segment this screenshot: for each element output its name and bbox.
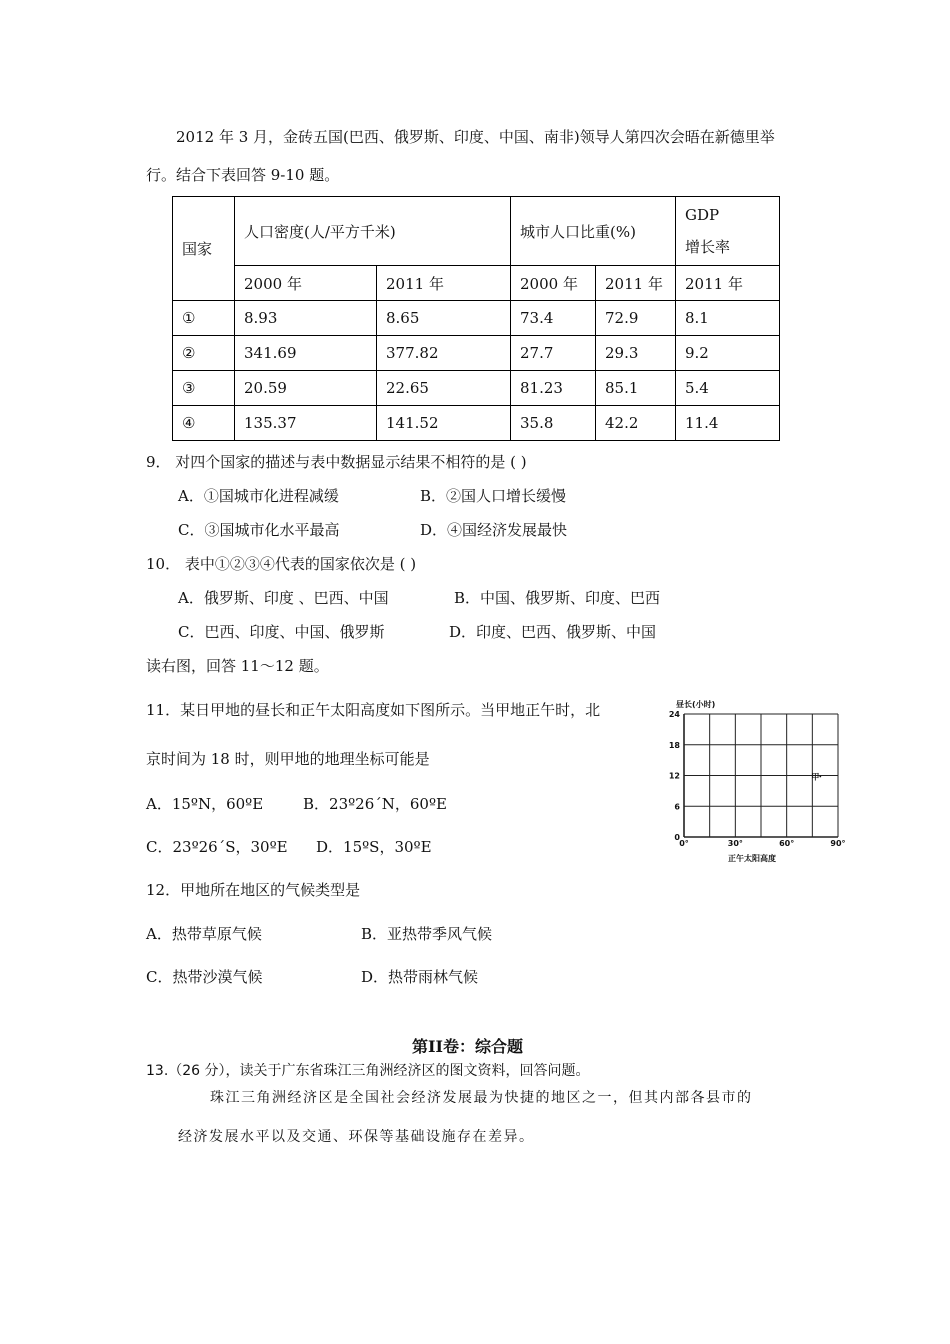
section-2-title: 第II卷：综合题 xyxy=(412,1037,523,1056)
cell-country: ① xyxy=(173,301,235,336)
chart-points xyxy=(811,773,821,782)
cell-density-2011: 141.52 xyxy=(377,406,511,441)
data-table xyxy=(172,196,780,441)
cell-urban-2000: 73.4 xyxy=(511,301,596,336)
cell-country: ③ xyxy=(173,371,235,406)
q13-stem: 13.（26 分），读关于广东省珠江三角洲经济区的图文资料，回答问题。 xyxy=(146,1063,590,1079)
chart-y-tick-label: 24 xyxy=(668,710,680,719)
cell-urban-2011: 72.9 xyxy=(596,301,676,336)
cell-country: ④ xyxy=(173,406,235,441)
table-row xyxy=(173,406,780,441)
chart-x-ticks xyxy=(679,839,845,848)
q10-option-a: A．俄罗斯、印度 、巴西、中国 xyxy=(178,589,389,607)
q10-option-b: B．中国、俄罗斯、印度、巴西 xyxy=(454,589,661,607)
chart-y-tick-label: 18 xyxy=(668,740,680,750)
q12-option-d: D．热带雨林气候 xyxy=(361,968,479,986)
table-row xyxy=(173,371,780,406)
q10-stem: 10． 表中①②③④代表的国家依次是 ( ) xyxy=(146,555,417,573)
cell-gdp-2011: 8.1 xyxy=(676,301,780,336)
cell-density-2000: 20.59 xyxy=(235,371,377,406)
chart-x-tick-label: 90° xyxy=(830,839,846,848)
chart-xlabel: 正午太阳高度 xyxy=(728,854,776,863)
cell-density-2011: 22.65 xyxy=(377,371,511,406)
read-right-instruction: 读右图，回答 11～12 题。 xyxy=(146,657,329,675)
cell-gdp-2011: 9.2 xyxy=(676,336,780,371)
year-urban-2000: 2000 年 xyxy=(511,266,596,301)
header-country: 国家 xyxy=(173,197,235,301)
table-row xyxy=(173,336,780,371)
cell-country: ② xyxy=(173,336,235,371)
q12-option-a: A．热带草原气候 xyxy=(146,925,262,943)
chart-ylabel: 昼长(小时) xyxy=(676,700,716,709)
header-gdp xyxy=(676,197,780,266)
cell-density-2000: 135.37 xyxy=(235,406,377,441)
cell-urban-2011: 85.1 xyxy=(596,371,676,406)
year-urban-2011: 2011 年 xyxy=(596,266,676,301)
chart-point-label: 甲 xyxy=(811,772,820,782)
q9-stem: 9． 对四个国家的描述与表中数据显示结果不相符的是 ( ) xyxy=(146,453,527,471)
header-urban: 城市人口比重(%) xyxy=(511,197,676,266)
cell-density-2011: 377.82 xyxy=(377,336,511,371)
q10-option-c: C．巴西、印度、中国、俄罗斯 xyxy=(178,623,385,641)
intro-line-2: 行。结合下表回答 9-10 题。 xyxy=(146,166,340,184)
q9-option-d: D．④国经济发展最快 xyxy=(420,521,568,539)
header-gdp-line2: 增长率 xyxy=(685,238,731,256)
chart-x-tick-label: 0° xyxy=(679,839,689,848)
cell-density-2000: 8.93 xyxy=(235,301,377,336)
q11-stem-line-1: 11．某日甲地的昼长和正午太阳高度如下图所示。当甲地正午时，北 xyxy=(146,701,601,719)
q9-option-b: B．②国人口增长缓慢 xyxy=(420,487,567,505)
cell-urban-2000: 81.23 xyxy=(511,371,596,406)
q12-option-c: C．热带沙漠气候 xyxy=(146,968,263,986)
header-density: 人口密度(人/平方千米) xyxy=(235,197,511,266)
chart-x-tick-label: 60° xyxy=(779,839,795,848)
intro-line-1: 2012 年 3 月，金砖五国(巴西、俄罗斯、印度、中国、南非)领导人第四次会晤在新德里举 xyxy=(176,128,775,146)
q11-option-a: A．15ºN，60ºE xyxy=(146,795,264,813)
q9-option-c: C．③国城市化水平最高 xyxy=(178,521,340,539)
q13-paragraph-line-1: 珠江三角洲经济区是全国社会经济发展最为快捷的地区之一，但其内部各县市的 xyxy=(210,1090,753,1106)
cell-density-2011: 8.65 xyxy=(377,301,511,336)
chart-point-marker xyxy=(819,776,821,778)
q9-option-a: A．①国城市化进程减缓 xyxy=(178,487,339,505)
q12-stem: 12．甲地所在地区的气候类型是 xyxy=(146,881,361,899)
daylength-sun-altitude-chart xyxy=(668,696,848,868)
cell-gdp-2011: 11.4 xyxy=(676,406,780,441)
cell-urban-2000: 35.8 xyxy=(511,406,596,441)
year-density-2000: 2000 年 xyxy=(235,266,377,301)
q11-option-c: C．23º26´S，30ºE xyxy=(146,838,288,856)
cell-urban-2000: 27.7 xyxy=(511,336,596,371)
table-row xyxy=(173,301,780,336)
q13-paragraph-line-2: 经济发展水平以及交通、环保等基础设施存在差异。 xyxy=(178,1129,535,1145)
cell-urban-2011: 29.3 xyxy=(596,336,676,371)
year-gdp-2011: 2011 年 xyxy=(676,266,780,301)
cell-urban-2011: 42.2 xyxy=(596,406,676,441)
chart-y-ticks xyxy=(669,710,681,842)
header-gdp-line1: GDP xyxy=(685,206,720,224)
q12-option-b: B．亚热带季风气候 xyxy=(361,925,493,943)
cell-gdp-2011: 5.4 xyxy=(676,371,780,406)
q11-stem-line-2: 京时间为 18 时，则甲地的地理坐标可能是 xyxy=(146,750,430,768)
chart-y-tick-label: 6 xyxy=(674,802,680,812)
chart-y-tick-label: 12 xyxy=(668,771,680,781)
chart-y-tick-label: 0 xyxy=(674,833,680,842)
q11-option-d: D．15ºS，30ºE xyxy=(316,838,432,856)
year-density-2011: 2011 年 xyxy=(377,266,511,301)
cell-density-2000: 341.69 xyxy=(235,336,377,371)
chart-x-tick-label: 30° xyxy=(727,839,743,848)
q11-option-b: B．23º26´N，60ºE xyxy=(303,795,447,813)
q10-option-d: D．印度、巴西、俄罗斯、中国 xyxy=(449,623,657,641)
